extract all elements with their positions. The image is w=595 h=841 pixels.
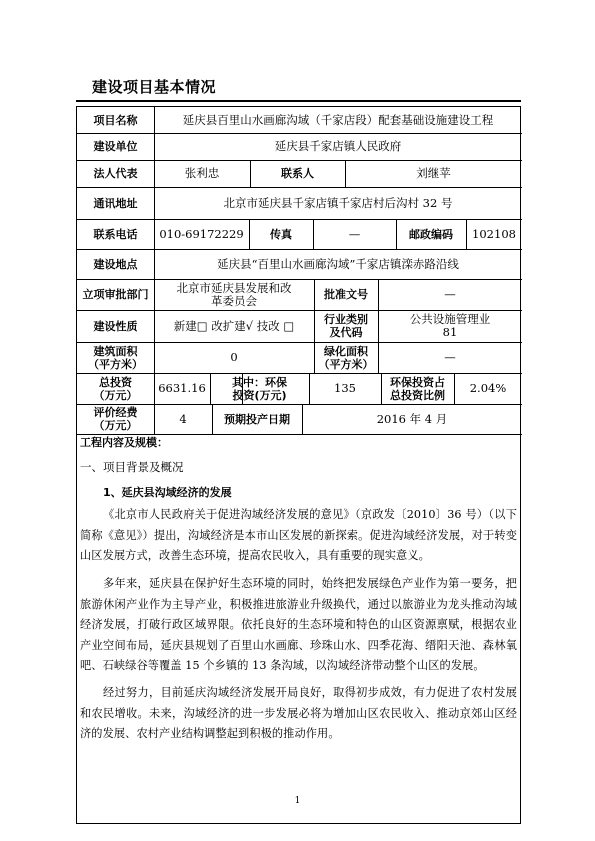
phone-value: 010-69172229 xyxy=(159,226,244,241)
env-ratio-label: 环保投资占 总投资比例 xyxy=(390,375,445,402)
paragraph-2: 多年来，延庆县在保护好生态环境的同时，始终把发展绿色产业作为第一要务，把旅游休闲产业作为主导产业，积极推进旅游业升级换代，通过以旅游业为龙头推动沟域经济发展，打破行政区域界限。依托良好的生态环境和特色的山区资源禀赋，根据农业产业空间布局，延庆县规划了百里山水画廊、珍珠山水、四季花海、缙阳天池、森林氧吧、石峡绿谷等覆盖 15 个乡镇的 13 条沟域，以沟域经济带动整个山区的发展。 xyxy=(80,577,517,672)
address-label: 通讯地址 xyxy=(93,196,138,210)
title-rule xyxy=(76,100,521,102)
industry-value: 公共设施管理业 81 xyxy=(409,312,491,339)
construction-unit-value: 延庆县千家店镇人民政府 xyxy=(274,139,402,153)
address-value: 北京市延庆县千家店镇千家店村后沟村 32 号 xyxy=(223,195,453,210)
subsection-heading: 1、延庆县沟域经济的发展 xyxy=(103,486,232,499)
legal-rep-value: 张利忠 xyxy=(184,166,220,180)
fax-label: 传真 xyxy=(270,227,292,241)
nature-value: 新建□ 改扩建√ 技改 □ xyxy=(173,318,295,333)
total-investment-value: 6631.16 xyxy=(158,381,206,395)
start-date-value: 2016 年 4 月 xyxy=(376,411,448,426)
page-number: 1 xyxy=(294,796,301,806)
fax-value: — xyxy=(348,226,361,241)
content-heading: 工程内容及规模： xyxy=(80,436,168,449)
postcode-value: 102108 xyxy=(472,226,516,241)
floor-area-value: 0 xyxy=(230,350,238,364)
page-title: 建设项目基本情况 xyxy=(92,78,217,96)
start-date-label: 预期投产日期 xyxy=(224,412,290,426)
paragraph-1: 《北京市人民政府关于促进沟域经济发展的意见》（京政发〔2010〕36 号）（以下简称《意见》）提出，沟域经济是本市山区发展的新探索。促进沟域经济发展，对于转变山区发展方式，改善生态环境，提高农民收入，具有重要的现实意义。 xyxy=(80,508,517,562)
floor-area-label: 建筑面积 （平方米） xyxy=(88,344,143,371)
env-ratio-value: 2.04% xyxy=(469,381,507,395)
green-area-value: — xyxy=(444,350,456,364)
nature-label: 建设性质 xyxy=(93,319,138,333)
contact-label: 联系人 xyxy=(281,167,314,180)
eval-fee-label: 评价经费 （万元） xyxy=(93,406,138,432)
phone-label: 联系电话 xyxy=(93,227,138,241)
project-name-label: 项目名称 xyxy=(93,113,138,127)
green-area-label: 绿化面积 （平方米） xyxy=(318,344,374,371)
section-heading: 一、项目背景及概况 xyxy=(80,460,184,474)
approval-no-value: — xyxy=(444,287,456,301)
approval-no-label: 批准文号 xyxy=(324,288,368,301)
industry-label: 行业类别 及代码 xyxy=(324,313,368,339)
approval-dept-label: 立项审批部门 xyxy=(82,288,149,301)
project-name-value: 延庆县百里山水画廊沟域（千家店段）配套基础设施建设工程 xyxy=(182,112,494,127)
eval-fee-value: 4 xyxy=(179,411,187,426)
construction-unit-label: 建设单位 xyxy=(93,140,138,153)
paragraph-3: 经过努力，目前延庆沟域经济发展开局良好，取得初步成效，有力促进了农村发展和农民增收。未来，沟域经济的进一步发展必将为增加山区农民收入、推动京郊山区经济的发展、农村产业结构调整起到积极的推动作用。 xyxy=(80,686,517,740)
legal-rep-label: 法人代表 xyxy=(93,167,138,180)
env-investment-value: 135 xyxy=(334,381,356,395)
env-investment-label: 其中：环保 投资(万元) xyxy=(232,375,287,402)
approval-dept-value: 北京市延庆县发展和改 革委员会 xyxy=(176,280,292,308)
contact-value: 刘继苹 xyxy=(416,166,451,180)
postcode-label: 邮政编码 xyxy=(409,227,453,241)
site-label: 建设地点 xyxy=(93,257,138,271)
site-value: 延庆县“百里山水画廊沟域”千家店镇滦赤路沿线 xyxy=(217,256,459,271)
total-investment-label: 总投资 （万元） xyxy=(93,375,138,402)
